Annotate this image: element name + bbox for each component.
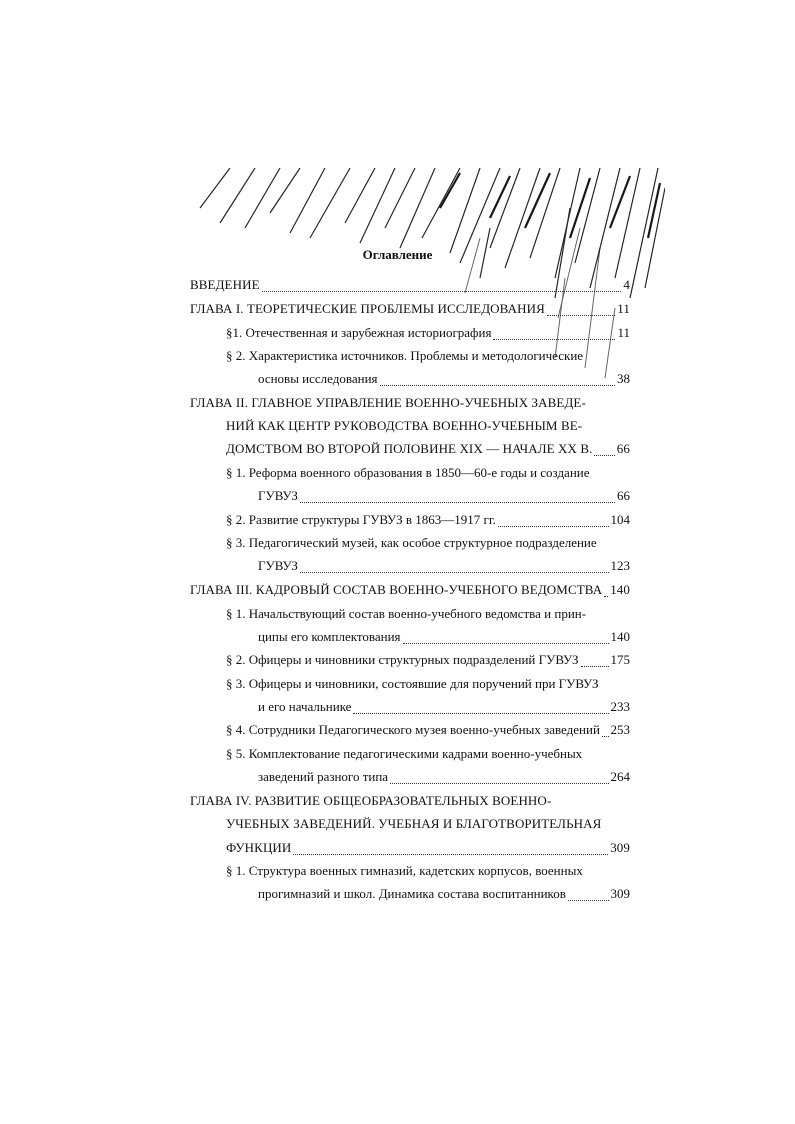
- dot-leader: [493, 338, 615, 340]
- toc-entry[interactable]: § 5. Комплектование педагогическими кадрами военно-учебных: [226, 746, 583, 761]
- toc-entry[interactable]: ГЛАВА III. КАДРОВЫЙ СОСТАВ ВОЕННО-УЧЕБНОГО ВЕДОМСТВА 140: [190, 582, 630, 597]
- toc-entry[interactable]: основы исследования 38: [258, 371, 630, 386]
- dot-leader: [568, 899, 609, 901]
- toc-entry[interactable]: НИЙ КАК ЦЕНТР РУКОВОДСТВА ВОЕННО-УЧЕБНЫМ ВЕ-: [226, 418, 583, 433]
- toc-entry[interactable]: ГУВУЗ 123: [258, 558, 630, 573]
- toc-entry[interactable]: ДОМСТВОМ ВО ВТОРОЙ ПОЛОВИНЕ XIX — НАЧАЛЕ XX В. 66: [226, 441, 630, 456]
- dot-leader: [594, 454, 614, 456]
- toc-entry[interactable]: § 2. Характеристика источников. Проблемы и методологические: [226, 348, 584, 363]
- dot-leader: [380, 384, 615, 386]
- dot-leader: [300, 571, 609, 573]
- dot-leader: [403, 642, 609, 644]
- toc-entry[interactable]: § 1. Структура военных гимназий, кадетских корпусов, военных: [226, 863, 583, 878]
- dot-leader: [604, 595, 608, 597]
- toc-entry[interactable]: прогимназий и школ. Динамика состава воспитанников 309: [258, 886, 630, 901]
- toc-entry[interactable]: § 3. Офицеры и чиновники, состоявшие для поручений при ГУВУЗ: [226, 676, 599, 691]
- toc-entry[interactable]: ФУНКЦИИ 309: [226, 840, 630, 855]
- toc-entry[interactable]: § 1. Начальствующий состав военно-учебного ведомства и прин-: [226, 606, 587, 621]
- toc-entry[interactable]: § 2. Развитие структуры ГУВУЗ в 1863—1917 гг. 104: [226, 512, 630, 527]
- toc-entry[interactable]: § 4. Сотрудники Педагогического музея военно-учебных заведений 253: [226, 722, 630, 737]
- toc-entry[interactable]: УЧЕБНЫХ ЗАВЕДЕНИЙ. УЧЕБНАЯ И БЛАГОТВОРИТЕЛЬНАЯ: [226, 816, 602, 831]
- dot-leader: [547, 314, 615, 316]
- toc-entry[interactable]: ГЛАВА II. ГЛАВНОЕ УПРАВЛЕНИЕ ВОЕННО-УЧЕБНЫХ ЗАВЕДЕ-: [190, 395, 586, 410]
- dot-leader: [353, 712, 608, 714]
- toc-entry[interactable]: заведений разного типа 264: [258, 769, 630, 784]
- toc-entry[interactable]: §1. Отечественная и зарубежная историография 11: [226, 325, 630, 340]
- toc-title: Оглавление: [362, 247, 433, 262]
- toc-entry[interactable]: ГЛАВА I. ТЕОРЕТИЧЕСКИЕ ПРОБЛЕМЫ ИССЛЕДОВАНИЯ 11: [190, 301, 630, 316]
- dot-leader: [602, 735, 609, 737]
- toc-entry[interactable]: ципы его комплектования 140: [258, 629, 630, 644]
- toc-entry[interactable]: ВВЕДЕНИЕ 4: [190, 277, 630, 292]
- dot-leader: [293, 853, 608, 855]
- dot-leader: [390, 782, 608, 784]
- toc-entry[interactable]: ГУВУЗ 66: [258, 488, 630, 503]
- toc-entry[interactable]: § 1. Реформа военного образования в 1850—60-е годы и создание: [226, 465, 590, 480]
- toc-entry[interactable]: § 2. Офицеры и чиновники структурных подразделений ГУВУЗ 175: [226, 652, 630, 667]
- dot-leader: [581, 665, 609, 667]
- dot-leader: [498, 525, 609, 527]
- toc-entry[interactable]: и его начальнике 233: [258, 699, 630, 714]
- dot-leader: [262, 290, 622, 292]
- toc-entry[interactable]: ГЛАВА IV. РАЗВИТИЕ ОБЩЕОБРАЗОВАТЕЛЬНЫХ ВОЕННО-: [190, 793, 552, 808]
- toc-entry[interactable]: § 3. Педагогический музей, как особое структурное подразделение: [226, 535, 597, 550]
- dot-leader: [300, 501, 615, 503]
